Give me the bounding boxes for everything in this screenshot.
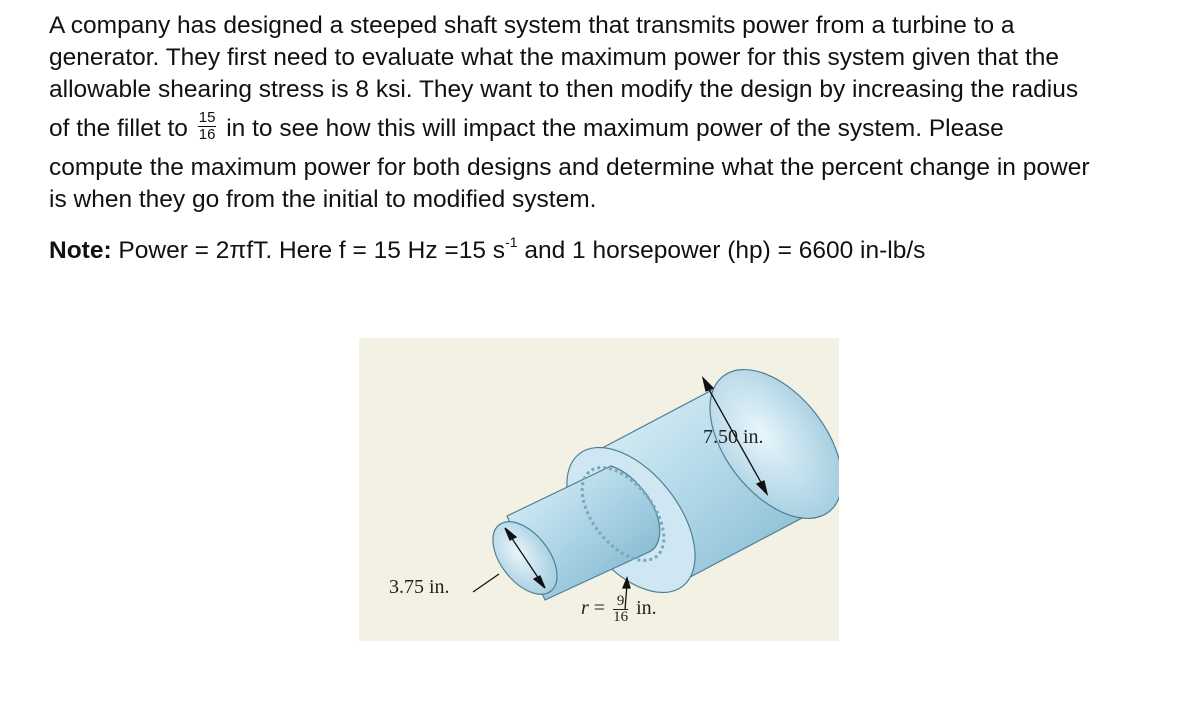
fillet-radius-numerator: 15 <box>198 109 216 127</box>
note-exponent: -1 <box>505 234 518 250</box>
problem-statement <box>49 10 1159 267</box>
fillet-radius-symbol: r <box>581 597 589 620</box>
problem-line-1: A company has designed a steeped shaft system that transmits power from a turbine to a <box>49 12 1015 39</box>
problem-line-3: allowable shearing stress is 8 ksi. They want to then modify the design by increasing the radius <box>49 76 1079 103</box>
note-line <box>49 228 1159 267</box>
fillet-radius-figure-numerator: 9 <box>613 594 628 610</box>
small-shaft-section <box>480 466 660 606</box>
fillet-radius-fraction-figure <box>613 594 628 625</box>
problem-line-4 <box>49 106 1159 152</box>
fillet-text-after: in to see how this will impact the maximum power of the system. Please <box>226 115 1004 142</box>
fillet-radius-equals: = <box>593 597 606 620</box>
problem-line-6: is when they go from the initial to modified system. <box>49 186 597 213</box>
note-text-1: Power = 2πfT. Here f = 15 Hz =15 s <box>118 237 506 265</box>
problem-line-5: compute the maximum power for both designs and determine what the percent change in power <box>49 154 1090 181</box>
problem-line-2: generator. They first need to evaluate what the maximum power for this system given that the <box>49 44 1060 71</box>
fillet-radius-figure-denominator: 16 <box>613 609 629 625</box>
small-diameter-label: 3.75 in. <box>389 576 450 598</box>
note-text-2: and 1 horsepower (hp) = 6600 in-lb/s <box>517 237 926 265</box>
fillet-text-before: of the fillet to <box>49 115 188 142</box>
fillet-radius-unit: in. <box>636 597 657 620</box>
stepped-shaft-figure <box>359 338 839 641</box>
fillet-radius-label <box>581 594 657 625</box>
fillet-radius-fraction <box>198 110 217 143</box>
fillet-radius-denominator: 16 <box>198 126 216 144</box>
large-diameter-label: 7.50 in. <box>703 426 764 448</box>
note-label: Note: <box>49 237 112 265</box>
